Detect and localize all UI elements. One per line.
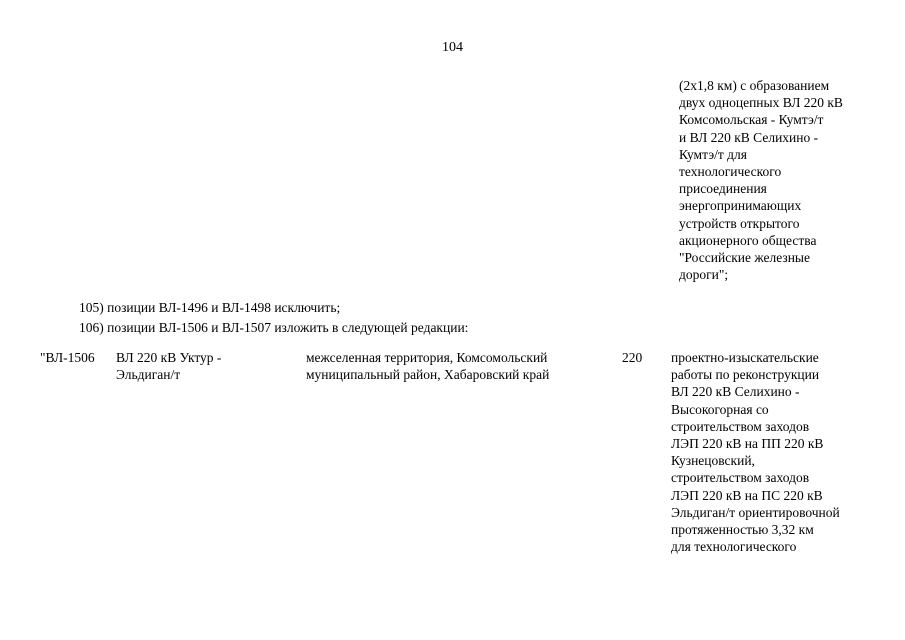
text-line: Комсомольская - Кумтэ/т [679, 112, 824, 128]
text-line: энергопринимающих [679, 198, 802, 214]
text-line: присоединения [679, 181, 767, 197]
text-line: "Российские железные [679, 250, 810, 266]
text-line: Высокогорная со [671, 401, 769, 417]
text-line: и ВЛ 220 кВ Селихино - [679, 129, 819, 145]
text-line: межселенная территория, Комсомольский [306, 350, 548, 365]
text-line: для технологического [671, 539, 797, 555]
text-line: ВЛ 220 кВ Селихино - [671, 384, 800, 400]
text-line: устройств открытого [679, 215, 800, 231]
text-line: Эльдиган/т ориентировочной [671, 504, 840, 520]
continued-description-block [679, 77, 843, 283]
text-line: ВЛ 220 кВ Уктур - [116, 350, 222, 365]
text-line: строительством заходов [671, 418, 810, 434]
text-line: Кумтэ/т для [679, 146, 747, 162]
text-line: технологического [679, 164, 782, 180]
text-line: проектно-изыскательские [671, 350, 819, 365]
instruction-105: 105) позиции ВЛ-1496 и ВЛ-1498 исключить; [79, 300, 341, 315]
text-line: муниципальный район, Хабаровский край [306, 367, 550, 383]
page-number: 104 [442, 40, 463, 55]
text-line: Эльдиган/т [116, 367, 181, 383]
instruction-106: 106) позиции ВЛ-1506 и ВЛ-1507 изложить в следующей редакции: [79, 320, 469, 335]
text-line: Кузнецовский, [671, 453, 755, 469]
text-line: строительством заходов [671, 470, 810, 486]
text-line: акционерного общества [679, 232, 817, 248]
text-line: дороги"; [679, 267, 729, 283]
voltage: 220 [622, 350, 643, 365]
text-line: (2x1,8 км) с образованием [679, 78, 830, 93]
position-code: "ВЛ-1506 [40, 350, 95, 365]
text-line: протяженностью 3,32 км [671, 522, 814, 538]
text-line: двух одноцепных ВЛ 220 кВ [679, 95, 843, 111]
description [671, 349, 840, 555]
text-line: ЛЭП 220 кВ на ПП 220 кВ [671, 436, 824, 452]
territory [306, 349, 549, 383]
line-name [116, 349, 221, 383]
text-line: работы по реконструкции [671, 367, 820, 383]
text-line: ЛЭП 220 кВ на ПС 220 кВ [671, 487, 823, 503]
